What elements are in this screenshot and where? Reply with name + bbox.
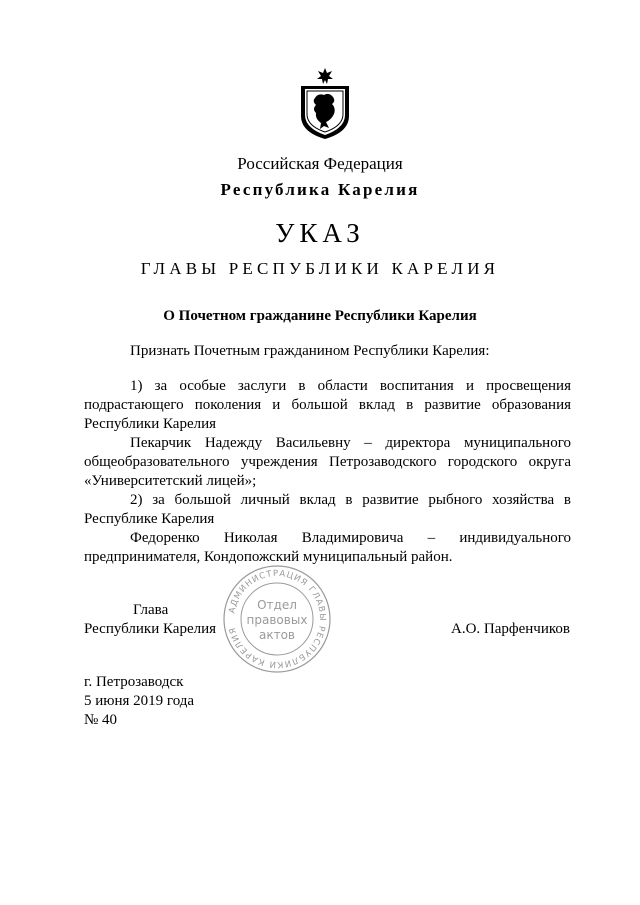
stamp-line: Отдел <box>257 598 297 612</box>
country-name: Российская Федерация <box>237 154 403 173</box>
intro-paragraph <box>84 342 571 361</box>
signatory-name: А.О. Парфенчиков <box>451 621 570 637</box>
document-footer <box>84 673 194 730</box>
stamp-line: правовых <box>246 613 308 627</box>
document-number: № 40 <box>84 712 118 728</box>
document-subject: О Почетном гражданине Республики Карелия <box>163 308 477 324</box>
document-type: УКАЗ <box>275 218 365 248</box>
stamp-ring-text: АДМИНИСТРАЦИЯ ГЛАВЫ РЕСПУБЛИКИ КАРЕЛИЯ <box>227 568 328 670</box>
award-list <box>84 377 571 567</box>
signature-organization: Республики Карелия <box>84 621 217 637</box>
karelia-coat-of-arms-icon <box>298 68 352 140</box>
list-item: 2) за большой личный вклад в развитие рыбного хозяйства в Республике Карелия <box>84 492 571 527</box>
list-item: Федоренко Николая Владимировича – индивидуального предпринимателя, Кондопожский муниципальный район. <box>84 530 571 565</box>
republic-name: Республика Карелия <box>220 180 420 199</box>
official-stamp <box>221 563 333 675</box>
signature-title: Глава <box>133 602 169 618</box>
stamp-line: актов <box>258 628 296 642</box>
list-item: 1) за особые заслуги в области воспитания и просвещения подрастающего поколения и большой вклад в развитие образования Республики Карелия <box>84 378 571 432</box>
issue-date: 5 июня 2019 года <box>84 693 195 709</box>
issue-city: г. Петрозаводск <box>84 674 184 690</box>
document-issuer: ГЛАВЫ РЕСПУБЛИКИ КАРЕЛИЯ <box>140 259 500 278</box>
intro-text: Признать Почетным гражданином Республики Карелия: <box>130 343 490 359</box>
list-item: Пекарчик Надежду Васильевну – директора муниципального общеобразовательного учреждения Петрозаводского городского округа «Университетский лицей»; <box>84 435 571 489</box>
